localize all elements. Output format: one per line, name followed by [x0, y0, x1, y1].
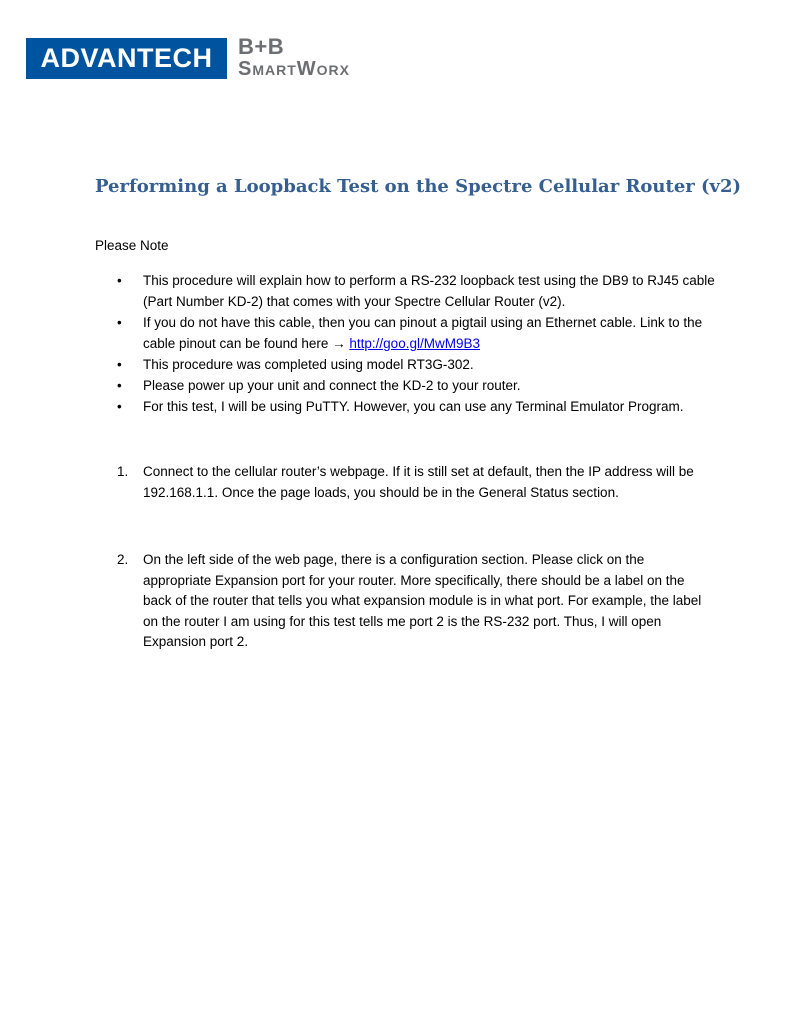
bullet-item	[95, 375, 715, 396]
advantech-logo: ADVANTECH	[26, 38, 227, 79]
bullet-text: For this test, I will be using PuTTY. However, you can use any Terminal Emulator Program.	[143, 399, 684, 414]
bb-logo-line2: SmartWorx	[238, 58, 350, 80]
bullet-item	[95, 270, 715, 312]
document-title: Performing a Loopback Test on the Spectre Cellular Router (v2)	[95, 176, 742, 197]
step-text: Connect to the cellular router’s webpage. If it is still set at default, then the IP address will be 192.168.1.1. Once the page loads, you should be in the General Status section.	[143, 464, 694, 500]
bullet-icon: •	[117, 315, 122, 330]
step-list-2	[95, 550, 715, 653]
bullet-item	[95, 396, 715, 417]
bullet-item	[95, 354, 715, 375]
bullet-icon: •	[117, 273, 122, 288]
note-bullet-list	[95, 270, 715, 417]
cable-pinout-link[interactable]: http://goo.gl/MwM9B3	[349, 336, 480, 351]
step-item	[95, 550, 715, 653]
step-list-1	[95, 462, 715, 503]
bullet-icon: •	[117, 399, 122, 414]
bb-logo-line1: B+B	[238, 34, 285, 59]
bullet-icon: •	[117, 357, 122, 372]
bb-smartworx-logo	[238, 36, 408, 80]
bullet-text: This procedure will explain how to perform a RS-232 loopback test using the DB9 to RJ45 cable (Part Number KD-2) that comes with your Spectre Cellular Router (v2).	[143, 273, 715, 309]
bullet-item	[95, 312, 715, 354]
bullet-text: If you do not have this cable, then you can pinout a pigtail using an Ethernet cable. Link to the cable pinout can be found here →	[143, 315, 703, 351]
bullet-text: Please power up your unit and connect the KD-2 to your router.	[143, 378, 521, 393]
note-label: Please Note	[95, 238, 169, 253]
bullet-icon: •	[117, 378, 122, 393]
bullet-text: This procedure was completed using model RT3G-302.	[143, 357, 474, 372]
step-text: On the left side of the web page, there is a configuration section. Please click on the appropriate Expansion port for your router. More specifically, there should be a label on the back of the router that tells you what expansion module is in what port. For example, the label on the router I am using for this test tells me port 2 is the RS-232 port. Thus, I will open Expansion port 2.	[143, 552, 702, 649]
step-item	[95, 462, 715, 503]
step-number: 1.	[117, 464, 129, 479]
step-number: 2.	[117, 552, 129, 567]
